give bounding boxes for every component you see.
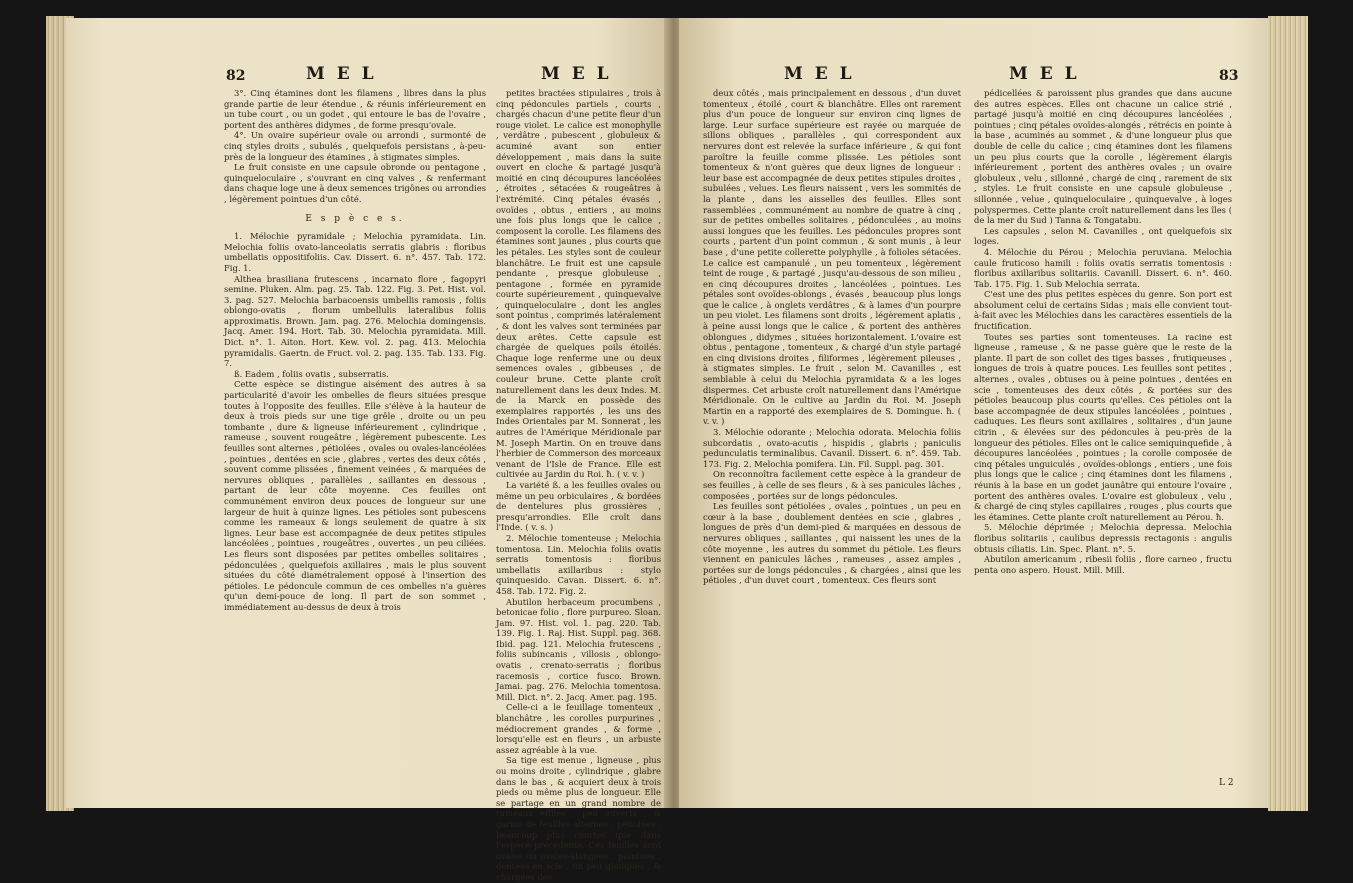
right-page-column-2	[974, 88, 1232, 575]
paragraph: 4°. Un ovaire supérieur ovale ou arrondi , surmonté de cinq styles droits , subulés , quelquefois persistans , à-peu-près de la longueur des étamines , à stigmates simples.	[224, 130, 486, 162]
paragraph: Abutilon herbaceum procumbens , betonicae folio , flore purpureo. Sloan. Jam. 97. Hist. vol. 1. pag. 220. Tab. 139. Fig. 1. Raj. Hist. Suppl. pag. 368. Ibid. pag. 121. Melochia frutescens , foliis subincanis , villosis , oblongo-ovatis , crenato-serratis ; floribus racemosis , cortice fusco. Brown. Jamai. pag. 276. Melochia tomentosa. Mill. Dict. n°. 2. Jacq. Amer. pag. 195.	[496, 596, 661, 702]
paragraph: Althea brasiliana frutescens , incarnato flore , fagopyri semine. Pluken. Alm. pag. 25. Tab. 122. Fig. 3. Pet. Hist. vol. 3. pag. 527. Melochia barbacoensis umbellis ramosis , foliis oblongo-ovatis , florum umbellulis lateralibus foliis approximatis. Brown. Jam. pag. 276. Melochia domingensis. Jacq. Amer. 194. Hort. Tab. 30. Melochia pyramidata. Mill. Dict. n°. 1. Aiton. Hort. Kew. vol. 2. pag. 413. Melochia pyramidalis. Gaertn. de Fruct. vol. 2. pag. 135. Tab. 133. Fig. 7.	[224, 273, 486, 369]
paragraph: C'est une des plus petites espèces du genre. Son port est absolument celui de certains Sidas ; mais elle convient tout-à-fait avec les Mélochies dans les caractères essentiels de la fructification.	[974, 289, 1232, 332]
right-page	[679, 18, 1269, 808]
paragraph: deux côtés , mais principalement en dessous , d'un duvet tomenteux , étoilé , court & blanchâtre. Elles ont rarement plus d'un pouce de longueur sur environ cinq lignes de large. Leur surface supérieure est rayée ou marquée de sillons obliques , parallèles , qui correspondent aux nervures dont est relevée la surface inférieure , & qui font paroître la feuille comme plissée. Les pétioles sont tomenteux & n'ont guères que deux lignes de longueur : leur base est accompagnée de deux petites stipules droites , subulées , velues. Les fleurs naissent , vers les sommités de la plante , dans les aisselles des feuilles. Elles sont rassemblées , communément au nombre de quatre à cinq , sur de petites ombelles solitaires , pédonculées , au moins aussi longues que les feuilles. Les pédoncules propres sont courts , partent d'un point commun , & sont munis , à leur base , d'une petite collerette polyphylle , à folioles sétacées. Le calice est campanulé , un peu tomenteux , légèrement teint de rouge , & partagé , jusqu'au-dessous de son milieu , en cinq découpures droites , lancéolées , pointues. Les pétales sont ovoïdes-oblongs , évasés , beaucoup plus longs que le calice , à onglets verdâtres , & à lames d'un pourpre un peu violet. Les filamens sont droits , légèrement aplatis , à peine aussi longs que le calice , & portent des anthères oblongues , didymes , situées horizontalement. L'ovaire est obtus , pentagone , tomenteux , & chargé d'un style partagé en cinq divisions droites , filiformes , légèrement pileuses , à stigmates simples. Le fruit , selon M. Cavanilles , est semblable à celui du Melochia pyramidata & a les loges dispermes. Cet arbuste croît naturellement dans l'Amérique Méridionale. On le cultive au Jardin du Roi. M. Joseph Martin en a rapporté des exemplaires de S. Domingue. ħ. ( v. v. )	[703, 88, 961, 427]
running-header-right-col1: M E L	[784, 64, 855, 84]
left-page-column-1	[224, 88, 486, 613]
paragraph: Les capsules , selon M. Cavanilles , ont quelquefois six loges.	[974, 225, 1232, 247]
paragraph: pédicellées & paroissent plus grandes que dans aucune des autres espèces. Elles ont chacune un calice strié , partagé jusqu'à moitié en cinq découpures lancéolées , pointues ; cinq pétales ovoïdes-alongés , rétrécis en pointe à la base , acuminés au sommet , & d'une longueur plus que double de celle du calice ; cinq étamines dont les filamens un peu plus courts que la corolle , légèrement élargis inférieurement , portent des anthères ovales ; un ovaire globuleux , velu , sillonné , chargé de cinq , rarement de six , styles. Le fruit consiste en une capsule globuleuse , sillonnée , velue , quinqueloculaire , quinquevalve , à loges polyspermes. Cette plante croît naturellement dans les îles ( de la mer du Sud ) Tanna & Tongatabu.	[974, 88, 1232, 226]
running-header-left-col2: M E L	[541, 64, 612, 84]
page-edges-right	[1268, 16, 1308, 811]
paragraph: Cette espèce se distingue aisément des autres à sa particularité d'avoir les ombelles de fleurs situées presque toutes à l'opposite des feuilles. Elle s'élève à la hauteur de deux à trois pieds sur une tige grêle , droite ou un peu tombante , dure & ligneuse inférieurement , cylindrique , rameuse , souvent rougeâtre , légèrement pubescente. Les feuilles sont alternes , pétiolées , ovales ou ovales-lancéolées , pointues , dentées en scie , glabres , vertes des deux côtés , souvent comme plissées , finement veinées , & marquées de nervures obliques , parallèles , saillantes en dessous , partant de leur côte moyenne. Ces feuilles ont communément environ deux pouces de longueur sur une largeur de huit à quinze lignes. Les pétioles sont pubescens comme les rameaux & longs seulement de quatre à six lignes. Leur base est accompagnée de deux petites stipules lancéolées , pointues , rougeâtres , ouvertes , un peu ciliées. Les fleurs sont disposées par petites ombelles solitaires , pédonculées , quelquefois axillaires , mais le plus souvent situées du côté diamétralement opposé à l'insertion des pétioles. Le pédoncule commun de ces ombelles n'a guères qu'un demi-pouce de long. Il part de son sommet , immédiatement au-dessus de deux à trois	[224, 379, 486, 612]
species-entry: 3. Mélochie odorante ; Melochia odorata. Melochia foliis subcordatis , ovato-acutis , hispidis , glabris ; paniculis pedunculatis terminalibus. Cavanil. Dissert. 6. n°. 459. Tab. 173. Fig. 2. Melochia pomifera. Lin. Fil. Suppl. pag. 301.	[703, 427, 961, 469]
paragraph: Toutes ses parties sont tomenteuses. La racine est ligneuse , rameuse , & ne passe guère que le reste de la plante. Il part de son collet des tiges basses , frutiqueuses , longues de trois à quatre pouces. Les feuilles sont petites , alternes , ovales , obtuses ou à peine pointues , dentées en scie , tomenteuses des deux côtés , & portées sur des pétioles beaucoup plus courts qu'elles. Ces pétioles ont la base accompagnée de deux stipules lancéolées , pointues , caduques. Les fleurs sont axillaires , solitaires , d'un jaune citrin , & élevées sur des pédoncules à peu-près de la longueur des pétioles. Elles ont le calice semiquinquefide , à découpures lancéolées , pointues ; la corolle composée de cinq pétales unguiculés , ovoïdes-oblongs , entiers , une fois plus longs que le calice ; cinq étamines dont les filamens , réunis à la base en un godet jaunâtre qui entoure l'ovaire , portent des anthères ovales. L'ovaire est globuleux , velu , & chargé de cinq styles capillaires , rouges , plus courts que les étamines. Cette plante croît naturellement au Pérou. ħ.	[974, 331, 1232, 522]
running-header-right-col2: M E L	[1009, 64, 1080, 84]
section-heading: E s p è c e s.	[305, 213, 405, 224]
paragraph: La variété ß. a les feuilles ovales ou même un peu orbiculaires , & bordées de dentelures plus grossières , presqu'arrondies. Elle croît dans l'Inde. ( v. s. )	[496, 479, 661, 533]
paragraph: petites bractées stipulaires , trois à cinq pédoncules partiels , courts , chargés chacun d'une petite fleur d'un rouge violet. Le calice est monophylle , verdâtre , pubescent , globuleux & acuminé avant son entier développement , mais dans la suite ouvert en cloche & partagé jusqu'à moitié en cinq découpures lancéolées , étroites , sétacées & rougeâtres à l'extrémité. Cinq pétales évasés , ovoïdes , obtus , entiers , au moins une fois plus longs que le calice , composent la corolle. Les filamens des étamines sont jaunes , plus courts que les pétales. Les styles sont de couleur blanchâtre. Le fruit est une capsule pendante , presque globuleuse , pentagone , formée en pyramide courte supérieurement , quinquevalve , quinqueloculaire , dont les angles sont pointus , comprimés latéralement , & dont les valves sont terminées par deux arêtes. Cette capsule est chargée de quelques poils étoilés. Chaque loge renferme une ou deux semences ovales , gibbeuses , de couleur brune. Cette plante croît naturellement dans les deux Indes. M. de la Marck en possède des exemplaires rapportés , les uns des Indes Orientales par M. Sonnerat , les autres de l'Amérique Méridionale par M. Joseph Martin. On en trouve dans l'herbier de Commerson des morceaux venant de l'Isle de France. Elle est cultivée au Jardin du Roi. ħ. ( v. v. )	[496, 88, 661, 480]
species-entry: 2. Mélochie tomenteuse ; Melochia tomentosa. Lin. Melochia foliis ovatis serratis tomentosis : floribus umbellatis axillaribus : stylo quinquesido. Cavan. Dissert. 6. n°. 458. Tab. 172. Fig. 2.	[496, 532, 661, 596]
paragraph: Celle-ci a le feuillage tomenteux , blanchâtre , les corolles purpurines , médiocrement grandes , & forme , lorsqu'elle est en fleurs , un arbuste assez agréable à la vue.	[496, 702, 661, 755]
page-number-left: 82	[226, 68, 246, 84]
species-entry: 4. Mélochie du Pérou ; Melochia peruviana. Melochia caule fruticoso hamili : foliis ovatis serratis tomentosis : floribus axillaribus solitariis. Cavanill. Dissert. 6. n°. 460. Tab. 175. Fig. 1. Sub Melochia serrata.	[974, 246, 1232, 289]
paragraph: Les feuilles sont pétiolées , ovales , pointues , un peu en cœur à la base , doublement dentées en scie , glabres , longues de près d'un demi-pied & marquées en dessous de nervures obliques , saillantes , qui naissent les unes de la côte moyenne , les autres du sommet du pétiole. Les fleurs viennent en panicules lâches , rameuses , assez amples , portées sur de longs pédoncules , & chargées , ainsi que les pétioles , d'un duvet court , tomenteux. Ces fleurs sont	[703, 501, 961, 586]
left-page	[66, 18, 669, 882]
paragraph: 3°. Cinq étamines dont les filamens , libres dans la plus grande partie de leur étendue , & réunis inférieurement en un tube court , ou un godet , qui entoure le bas de l'ovaire , portent des anthères didymes , de forme presqu'ovale.	[224, 88, 486, 130]
page-number-right: 83	[1219, 68, 1239, 84]
paragraph: ß. Eadem , foliis ovatis , subserratis.	[234, 368, 389, 379]
open-book	[66, 6, 1288, 882]
paragraph: Sa tige est menue , ligneuse , plus ou moins droite , cylindrique , glabre dans le bas , & acquiert deux à trois pieds ou même plus de longueur. Elle se partage en un grand nombre de rameaux effilés , peu ouverts , & garnis de feuilles alternes , pétiolées , beaucoup plus courtes que dans l'espèce précédente. Ces feuilles sont ovales ou ovales-alongées , pointues , dentées en scie , un peu glauques , & chargées des	[496, 755, 661, 882]
signature-mark: L 2	[1219, 778, 1234, 788]
paragraph: Abutilon americanum , ribesii foliis , flore carneo , fructu penta ono aspero. Houst. Mill. Mill.	[974, 554, 1232, 575]
left-page-column-2	[496, 88, 661, 883]
paragraph: Le fruit consiste en une capsule obronde ou pentagone , quinqueloculaire , s'ouvrant en cinq valves , & renfermant dans chaque loge une à deux semences trigônes ou arrondies , légèrement pointues d'un côté.	[224, 162, 486, 204]
species-entry: 5. Mélochie déprimée ; Melochia depressa. Melochia floribus solitariis , caulibus depressis rectagonis : angulis obtusis ciliatis. Lin. Spec. Plant. n°. 5.	[974, 522, 1232, 554]
species-entry: 1. Mélochie pyramidale ; Melochia pyramidata. Lin. Melochia foliis ovato-lanceolatis serratis glabris : floribus umbellatis oppositifoliis. Cav. Dissert. 6. n°. 457. Tab. 172. Fig. 1.	[224, 231, 486, 273]
running-header-left-col1: M E L	[306, 64, 377, 84]
paragraph: On reconnoîtra facilement cette espèce à la grandeur de ses feuilles , à celle de ses fleurs , & à ses panicules lâches , composées , portées sur de longs pédoncules.	[703, 469, 961, 501]
right-page-column-1	[703, 88, 961, 586]
